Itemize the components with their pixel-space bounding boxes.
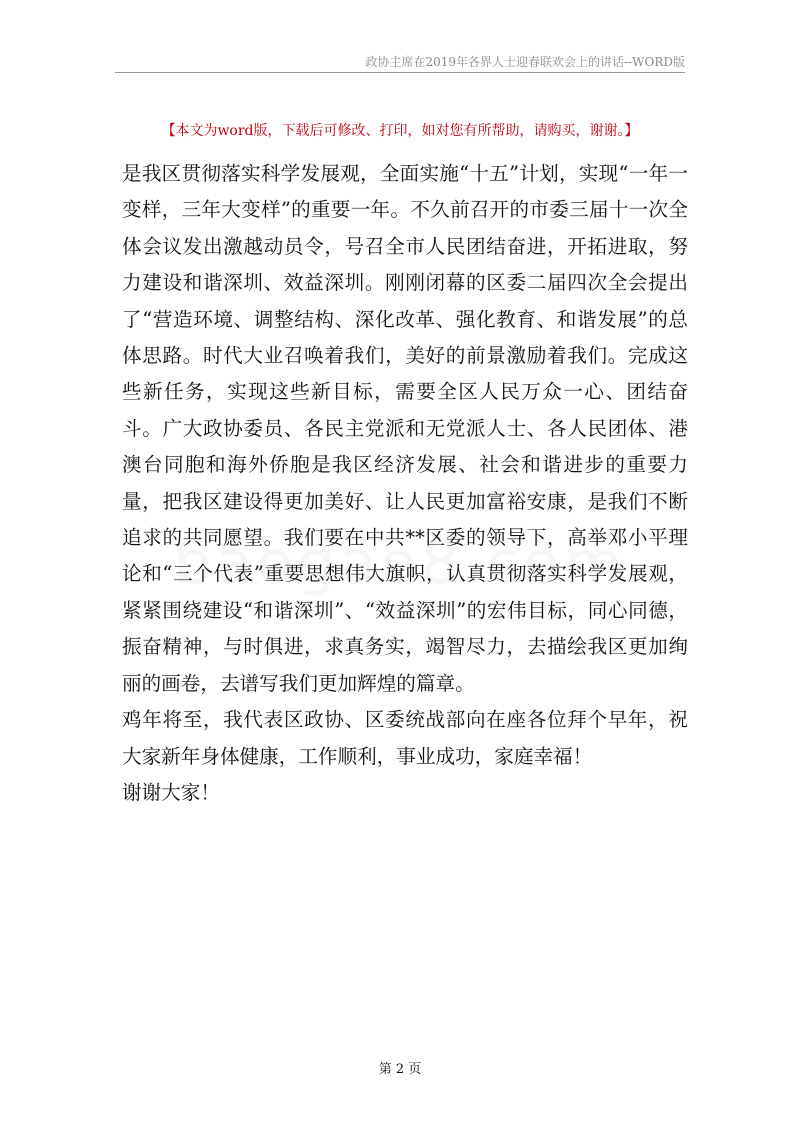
document-body <box>122 156 688 811</box>
paragraph: 鸡年将至，我代表区政协、区委统战部向在座各位拜个早年，祝大家新年身体健康，工作顺利，事业成功，家庭幸福！ <box>122 708 688 768</box>
page-number: 第 2 页 <box>378 1062 422 1077</box>
paragraph: 谢谢大家！ <box>122 780 220 804</box>
purchase-notice: 【本文为word版，下载后可修改、打印，如对您有所帮助，请购买，谢谢。】 <box>161 123 639 139</box>
page-header <box>115 52 685 73</box>
paragraph: 是我区贯彻落实科学发展观，全面实施“十五”计划，实现“一年一变样，三年大变样”的重要一年。不久前召开的市委三届十一次全体会议发出激越动员令，号召全市人民团结奋进，开拓进取，努力建设和谐深圳、效益深圳。刚刚闭幕的区委二届四次全会提出了“营造环境、调整结构、深化改革、强化教育、和谐发展”的总体思路。时代大业召唤着我们，美好的前景激励着我们。完成这些新任务，实现这些新目标，需要全区人民万众一心、团结奋斗。广大政协委员、各民主党派和无党派人士、各人民团体、港澳台同胞和海外侨胞是我区经济发展、社会和谐进步的重要力量，把我区建设得更加美好、让人民更加富裕安康，是我们不断追求的共同愿望。我们要在中共**区委的领导下，高举邓小平理论和“三个代表”重要思想伟大旗帜，认真贯彻落实科学发展观，紧紧围绕建设“和谐深圳”、“效益深圳”的宏伟目标，同心同德，振奋精神，与时俱进，求真务实，竭智尽力，去描绘我区更加绚丽的画卷，去谱写我们更加辉煌的篇章。 <box>122 162 688 695</box>
header-title: 政协主席在2019年各界人士迎春联欢会上的讲话--WORD版 <box>365 55 685 69</box>
